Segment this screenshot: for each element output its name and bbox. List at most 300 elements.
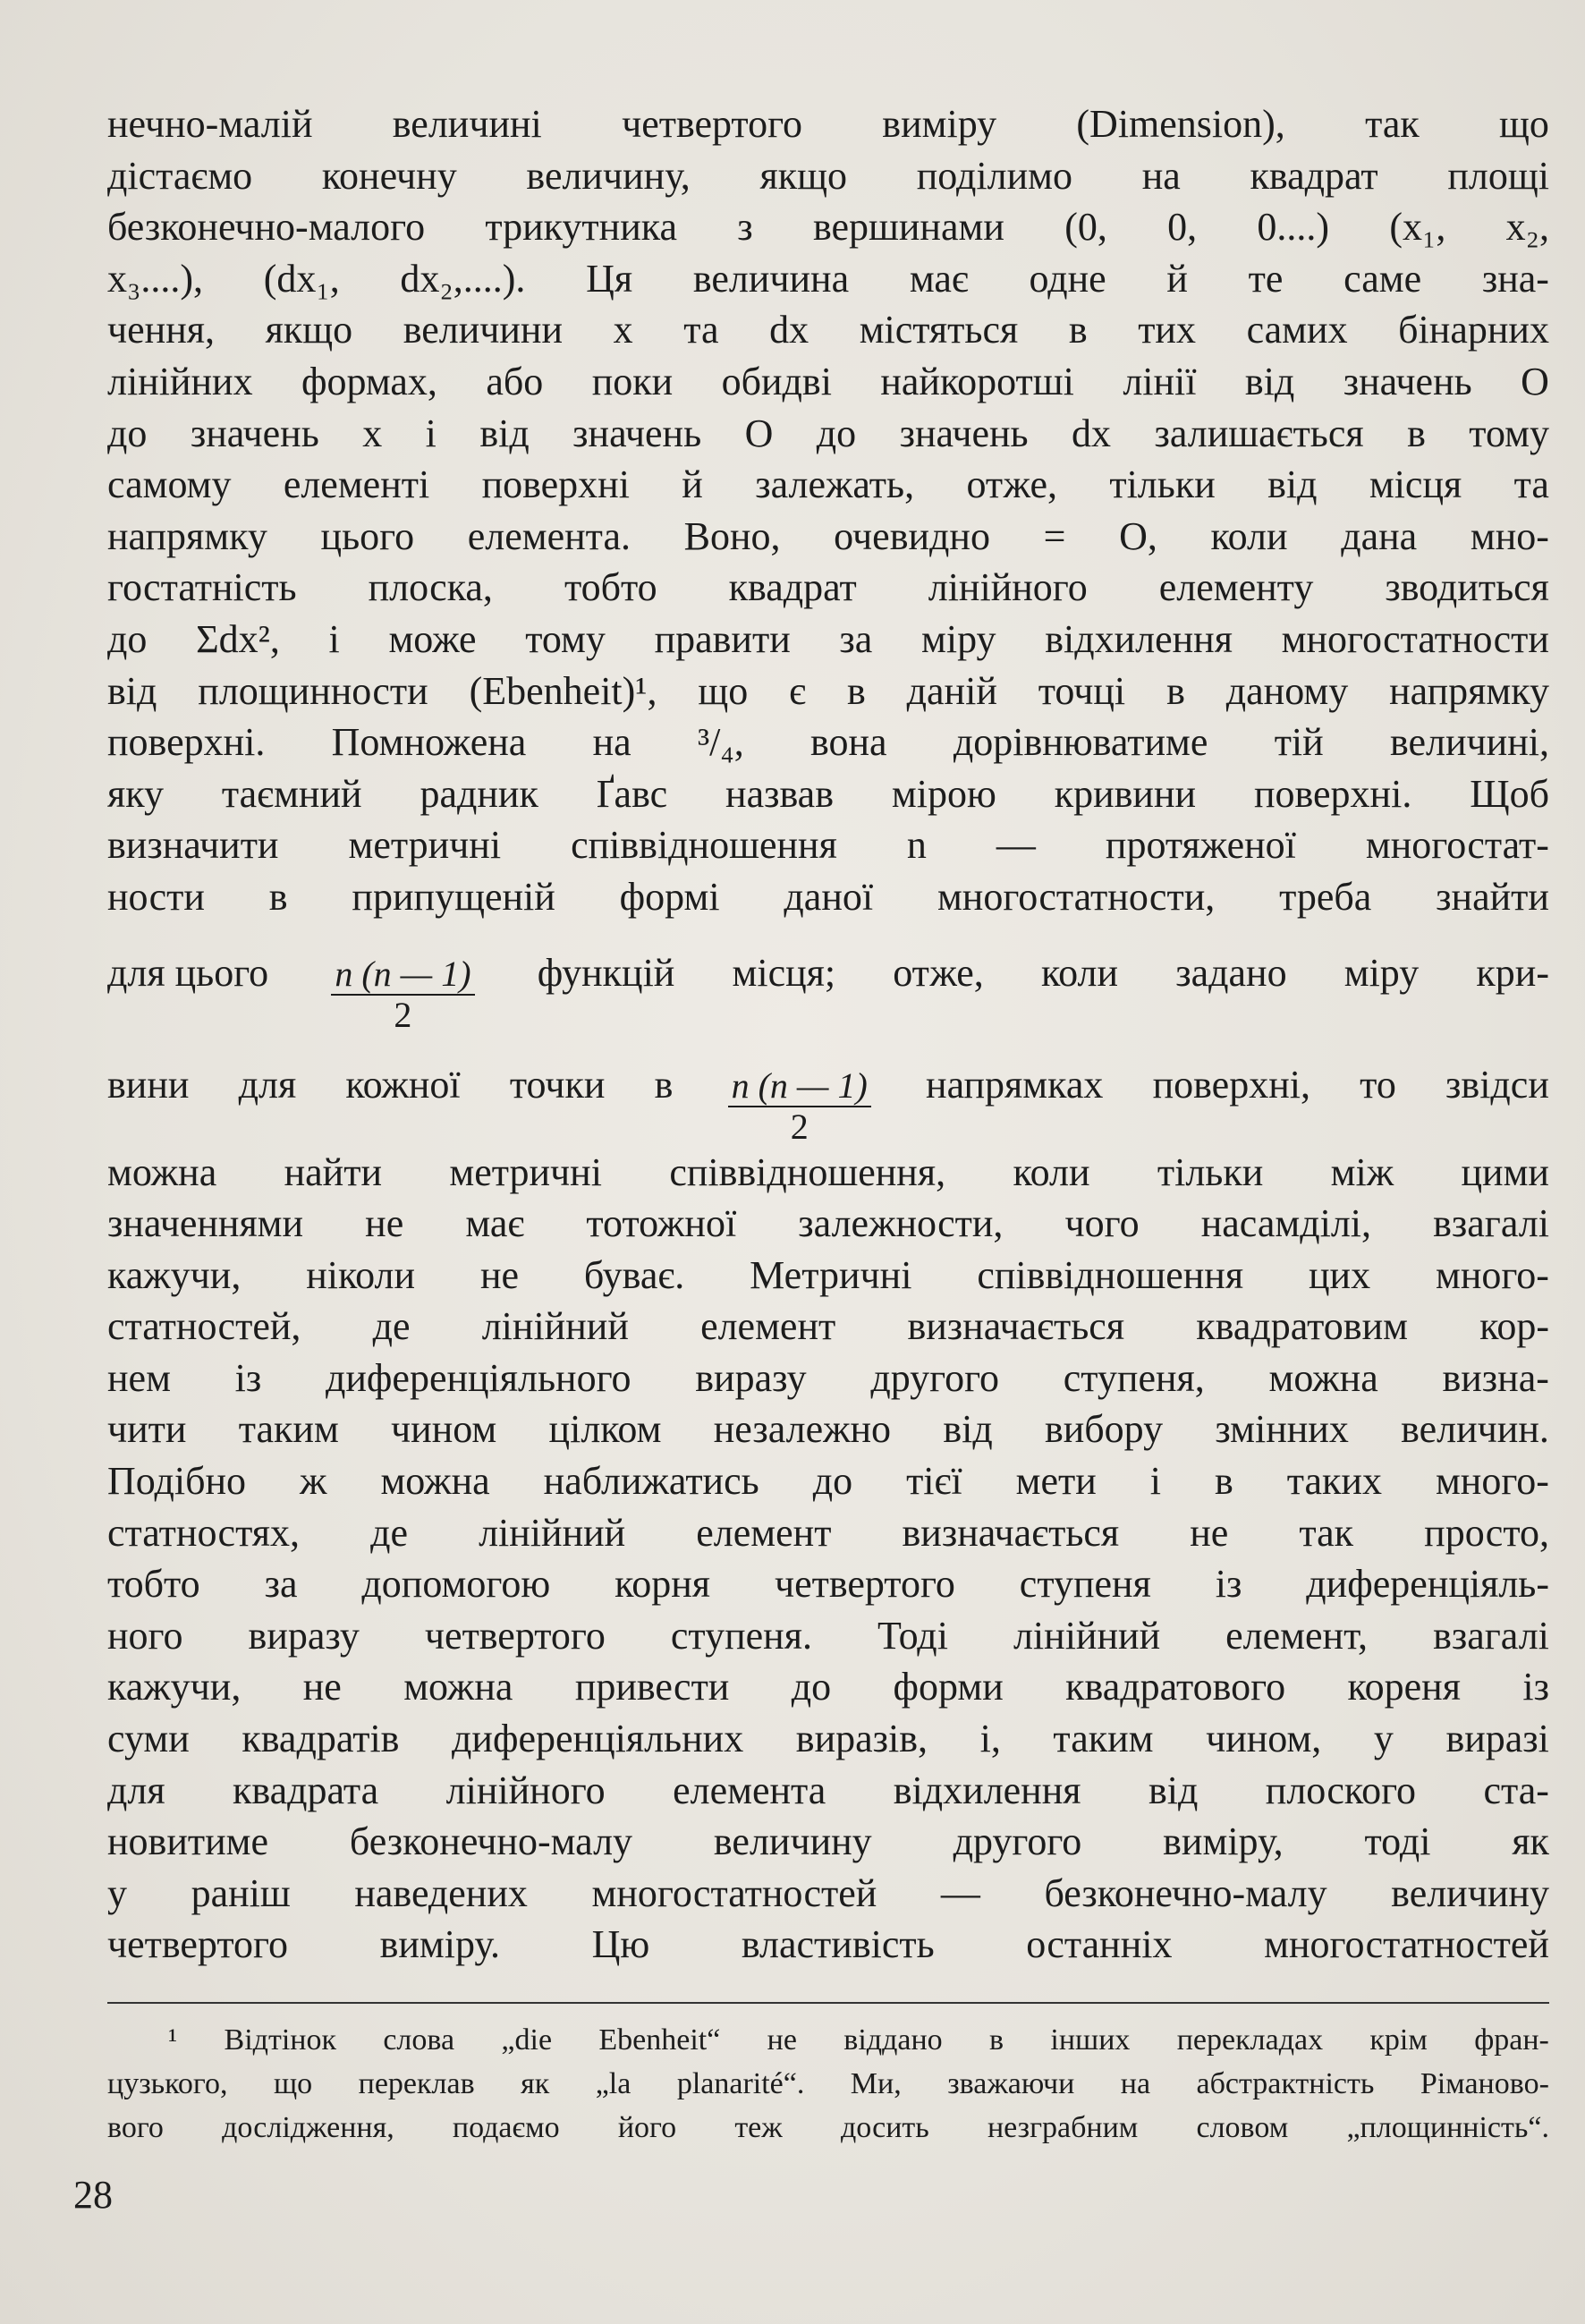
word: має [909, 256, 969, 301]
word: кор- [1479, 1304, 1549, 1349]
page-number: 28 [73, 2173, 113, 2217]
text-line [107, 768, 1549, 820]
word: у [107, 1870, 127, 1915]
word: таємний [221, 771, 362, 816]
word: в [988, 2023, 1004, 2057]
word: досить [840, 2111, 929, 2144]
text-line-fraction-2 [107, 1035, 1549, 1147]
word: від [479, 411, 530, 455]
word: в [846, 668, 866, 713]
word: кожної [345, 1062, 461, 1107]
word: четвертого [622, 102, 803, 146]
word: многостатности, [937, 874, 1216, 919]
word: то [1360, 1062, 1396, 1107]
word: диференціяль- [1306, 1562, 1549, 1607]
word: із [234, 1355, 262, 1400]
text-line [107, 1765, 1549, 1817]
word: залежать, [755, 462, 915, 507]
word: таким [238, 1407, 339, 1452]
word: x [362, 411, 383, 455]
word: радник [420, 771, 538, 816]
text-line [107, 511, 1549, 563]
text-block-lower [107, 1147, 1549, 1972]
word: точки [509, 1062, 606, 1107]
word: до [107, 411, 148, 455]
fraction-numerator: n (n — 1) [728, 1066, 871, 1107]
word: x₃....), [107, 256, 203, 301]
word: чити [107, 1407, 187, 1452]
word: O [744, 411, 774, 455]
word: тому [1469, 411, 1549, 455]
fraction [331, 954, 474, 1035]
text-line [107, 1816, 1549, 1868]
word: співвідношення, [669, 1149, 946, 1194]
footnote-divider [107, 2002, 1549, 2004]
word: O, [1119, 513, 1157, 558]
text-line [107, 1919, 1549, 1971]
word: поки [591, 359, 674, 403]
word: квадрата [233, 1768, 379, 1812]
word: до [791, 1665, 832, 1709]
word: корня [615, 1562, 711, 1607]
word: не [479, 1252, 520, 1297]
word: і [328, 616, 340, 661]
word: „die [501, 2023, 553, 2057]
word: лінійний [481, 1304, 629, 1349]
word: припущеній [352, 874, 555, 919]
fraction-denominator: 2 [394, 994, 412, 1035]
word: отже, [893, 950, 984, 995]
word: лінійний [479, 1510, 626, 1555]
word: величина [692, 256, 850, 301]
word: формах, [301, 359, 437, 403]
word: многостат- [1365, 823, 1549, 868]
word: його [617, 2111, 677, 2144]
word: напрямках [926, 1062, 1104, 1107]
word: бінарних [1398, 308, 1549, 352]
text-line [107, 1455, 1549, 1507]
word: величині [392, 102, 542, 146]
word: словом [1196, 2111, 1289, 2144]
word: властивість [741, 1922, 935, 1967]
word: dx [1072, 411, 1112, 455]
word: кри- [1476, 950, 1549, 995]
word: тій [1274, 720, 1324, 765]
word: Воно, [683, 513, 781, 558]
word: теж [734, 2111, 783, 2144]
word: до [107, 616, 148, 661]
word: крім [1369, 2023, 1428, 2057]
word: Помножена [331, 720, 527, 765]
word: елементу [1158, 565, 1314, 610]
word: значень [572, 411, 702, 455]
word: квадратів [242, 1717, 400, 1761]
word: тоді [1364, 1819, 1431, 1864]
text-line [107, 1610, 1549, 1662]
word: найти [284, 1149, 382, 1194]
word: для [107, 1768, 165, 1812]
text-line [107, 1868, 1549, 1920]
word: визначається [907, 1304, 1125, 1349]
word: даному [1225, 668, 1349, 713]
word: поверхні, [1152, 1062, 1310, 1107]
word: елемент [700, 1304, 836, 1349]
word: буває. [583, 1252, 685, 1297]
text-line [107, 201, 1549, 253]
word: Ґавс [596, 771, 668, 816]
word: коли [1210, 513, 1288, 558]
word: із [1215, 1562, 1242, 1607]
word: для цього [107, 950, 269, 995]
word: або [486, 359, 544, 403]
word: лінії [1123, 359, 1197, 403]
word: формі [619, 874, 720, 919]
word: дослідження, [222, 2111, 394, 2144]
word: фран- [1474, 2023, 1549, 2057]
word: статностей, [107, 1304, 301, 1349]
word: на [1141, 153, 1181, 198]
word: елементі [283, 462, 430, 507]
text-line [107, 253, 1549, 305]
fraction-numerator: n (n — 1) [331, 954, 474, 996]
word: нечно-малій [107, 102, 313, 146]
word: виміру. [379, 1922, 500, 1967]
word: можна [380, 1459, 490, 1504]
word: з [737, 205, 753, 250]
word: зводиться [1385, 565, 1549, 610]
word: безконечно-малу [1044, 1870, 1327, 1915]
word: останніх [1026, 1922, 1173, 1967]
word: подаємо [452, 2111, 560, 2144]
word: очевидно [834, 513, 990, 558]
word: величину [1391, 1870, 1549, 1915]
word: раніш [191, 1870, 291, 1915]
word: і [425, 411, 437, 455]
main-text [107, 98, 1549, 1971]
word: Ebenheit“ [598, 2023, 721, 2057]
word: вона [810, 720, 887, 765]
word: тобто [107, 1562, 200, 1607]
word: dx₂,....). [400, 256, 526, 301]
word: Ріманово- [1420, 2067, 1549, 2100]
word: четвертого [107, 1922, 288, 1967]
word: елемент, [1225, 1613, 1369, 1658]
word: x₂, [1505, 205, 1549, 250]
word: ніколи [306, 1252, 416, 1297]
word: поверхні. [107, 720, 266, 765]
footnote-line [107, 2018, 1549, 2062]
word: planarité“. [676, 2067, 805, 2100]
word: квадрат [1250, 153, 1378, 198]
word: суми [107, 1717, 190, 1761]
footnote-line [107, 2062, 1549, 2106]
word: ступеня [1019, 1562, 1151, 1607]
word: просто, [1424, 1510, 1549, 1555]
word: правити [654, 616, 791, 661]
word: много- [1435, 1459, 1549, 1504]
word: в [654, 1062, 674, 1107]
word: від [1267, 462, 1318, 507]
word: величину, [526, 153, 691, 198]
word: ж [300, 1459, 327, 1504]
word: якщо [759, 153, 848, 198]
word: n [906, 823, 927, 868]
word: тобто [564, 565, 657, 610]
word: і [1149, 1459, 1161, 1504]
word: коли [1040, 950, 1119, 995]
word: „la [595, 2067, 631, 2100]
word: знайти [1436, 874, 1549, 919]
word: звідси [1445, 1062, 1549, 1107]
text-line [107, 150, 1549, 202]
word: (0, [1064, 205, 1107, 250]
word: треба [1279, 874, 1372, 919]
word: Σdx², [196, 616, 280, 661]
word: що [273, 2067, 313, 2100]
word: до [816, 411, 857, 455]
footnote [107, 2018, 1549, 2150]
word: кривини [1054, 771, 1197, 816]
word: нем [107, 1355, 171, 1400]
word: найкоротші [880, 359, 1074, 403]
text-block-upper [107, 98, 1549, 923]
word: наведених [354, 1870, 528, 1915]
word: даній [906, 668, 997, 713]
word: Метричні [750, 1252, 912, 1297]
word: поверхні. [1253, 771, 1412, 816]
word: незалежно [713, 1407, 892, 1452]
word: вершинами [812, 205, 1004, 250]
word: за [839, 616, 873, 661]
word: протяженої [1105, 823, 1296, 868]
word: виміру [882, 102, 997, 146]
word: отже, [966, 462, 1057, 507]
word: насамділі, [1200, 1201, 1372, 1246]
word: величину [713, 1819, 872, 1864]
fraction [728, 1066, 871, 1147]
word: квадрат [728, 565, 857, 610]
word: ступеня, [1063, 1355, 1205, 1400]
word: = [1043, 513, 1066, 558]
word: як [1512, 1819, 1549, 1864]
word: відхилення [893, 1768, 1081, 1812]
word: метричні [449, 1149, 602, 1194]
text-line [107, 1301, 1549, 1353]
word: дана [1341, 513, 1418, 558]
word: відхилення [1045, 616, 1233, 661]
word: в [268, 874, 288, 919]
text-line [107, 666, 1549, 717]
word: можна [107, 1149, 217, 1194]
word: (Dimension), [1076, 102, 1285, 146]
word: лінійного [928, 565, 1088, 610]
word: площі [1447, 153, 1549, 198]
word: можна [403, 1665, 513, 1709]
word: (Ebenheit)¹, [469, 668, 657, 713]
word: виразів, [795, 1717, 928, 1761]
fraction-denominator: 2 [790, 1106, 809, 1147]
word: від [1244, 359, 1295, 403]
word: саме [1343, 256, 1422, 301]
word: гостатність [107, 565, 297, 610]
word: співвідношення [571, 823, 837, 868]
word: ¹ [168, 2023, 178, 2057]
word: напрямку [1389, 668, 1549, 713]
text-line [107, 1661, 1549, 1713]
word: тих [1138, 308, 1196, 352]
word: на [592, 720, 631, 765]
word: — [996, 823, 1036, 868]
word: із [1522, 1665, 1549, 1709]
word: Цю [591, 1922, 650, 1967]
word: цузького, [107, 2067, 228, 2100]
word: площинности [198, 668, 428, 713]
word: — [940, 1870, 980, 1915]
word: від [1148, 1768, 1199, 1812]
word: для [238, 1062, 297, 1107]
word: значень [899, 411, 1029, 455]
word: кореня [1347, 1665, 1461, 1709]
word: від [943, 1407, 993, 1452]
word: диференціяльних [452, 1717, 744, 1761]
word: самих [1246, 308, 1348, 352]
word: має [465, 1201, 525, 1246]
word: плоского [1265, 1768, 1417, 1812]
word: значень [1343, 359, 1472, 403]
word: четвертого [774, 1562, 955, 1607]
footnote-line [107, 2106, 1549, 2150]
word: Ця [586, 256, 633, 301]
word: тільки [1157, 1149, 1264, 1194]
word: ступеня. [670, 1613, 812, 1658]
word: та [1513, 462, 1549, 507]
word: задано [1175, 950, 1287, 995]
word: виміру, [1163, 1819, 1284, 1864]
word: напрямку [107, 513, 267, 558]
word: величині, [1389, 720, 1549, 765]
word: й [682, 462, 703, 507]
text-line [107, 356, 1549, 408]
word: тільки [1109, 462, 1216, 507]
word: Щоб [1470, 771, 1549, 816]
word: так [1365, 102, 1420, 146]
word: містяться [859, 308, 1019, 352]
text-line [107, 1353, 1549, 1404]
word: інших [1050, 2023, 1131, 2057]
word: де [370, 1510, 408, 1555]
word: (dx₁, [263, 256, 340, 301]
word: якщо [265, 308, 353, 352]
word: трикутника [485, 205, 677, 250]
text-line [107, 1404, 1549, 1455]
word: місця; [732, 950, 836, 995]
word: на [1120, 2067, 1151, 2100]
word: тому [525, 616, 606, 661]
text-line [107, 1507, 1549, 1559]
word: елемента [673, 1768, 826, 1812]
word: вибору [1044, 1407, 1164, 1452]
text-line [107, 562, 1549, 614]
word: як [521, 2067, 550, 2100]
word: може [388, 616, 477, 661]
word: многостатностей [1264, 1922, 1549, 1967]
word: незграбним [987, 2111, 1139, 2144]
word: самому [107, 462, 232, 507]
word: елемента. [467, 513, 631, 558]
word: тотожної [586, 1201, 737, 1246]
text-line [107, 408, 1549, 460]
word: дорівнюватиме [953, 720, 1208, 765]
word: кажучи, [107, 1252, 242, 1297]
word: наближатись [543, 1459, 759, 1504]
word: те [1248, 256, 1284, 301]
word: між [1330, 1149, 1394, 1194]
word: цілком [548, 1407, 662, 1452]
word: 0, [1167, 205, 1198, 250]
word: цього [320, 513, 415, 558]
word: де [372, 1304, 411, 1349]
word: значень [190, 411, 319, 455]
word: кажучи, [107, 1665, 242, 1709]
word: форми [893, 1665, 1004, 1709]
word: у [1373, 1717, 1394, 1761]
word: конечну [321, 153, 457, 198]
word: мети [1015, 1459, 1097, 1504]
word: Ми, [850, 2067, 902, 2100]
word: цими [1461, 1149, 1549, 1194]
word: плоска, [368, 565, 493, 610]
word: „площинність“. [1346, 2111, 1549, 2144]
text-line [107, 1250, 1549, 1302]
word: статностях, [107, 1510, 300, 1555]
word: абстрактність [1196, 2067, 1375, 2100]
word: тієї [906, 1459, 962, 1504]
word: визначити [107, 823, 279, 868]
word: зна- [1481, 256, 1549, 301]
text-line [107, 459, 1549, 511]
word: чення, [107, 308, 215, 352]
word: Тоді [877, 1613, 948, 1658]
word: й [1166, 256, 1188, 301]
word: лінійного [445, 1768, 606, 1812]
word: таких [1286, 1459, 1382, 1504]
word: мірою [891, 771, 996, 816]
text-line [107, 1713, 1549, 1765]
word: метричні [348, 823, 502, 868]
word: Подібно [107, 1459, 247, 1504]
word: безконечно-малого [107, 205, 426, 250]
word: в [1214, 1459, 1233, 1504]
word: таким [1053, 1717, 1154, 1761]
word: і, [979, 1717, 1001, 1761]
word: обидві [721, 359, 832, 403]
word: перекладах [1176, 2023, 1324, 2057]
word: та [683, 308, 719, 352]
word: четвертого [424, 1613, 606, 1658]
text-line [107, 819, 1549, 871]
word: вини [107, 1062, 190, 1107]
word: міру [921, 616, 996, 661]
word: переклав [358, 2067, 475, 2100]
word: назвав [725, 771, 834, 816]
text-line [107, 1147, 1549, 1199]
word: (x₁, [1389, 205, 1446, 250]
word: взагалі [1433, 1613, 1549, 1658]
word: величини [403, 308, 564, 352]
word: слова [383, 2023, 455, 2057]
word: в [1407, 411, 1426, 455]
word: не [1190, 1510, 1229, 1555]
